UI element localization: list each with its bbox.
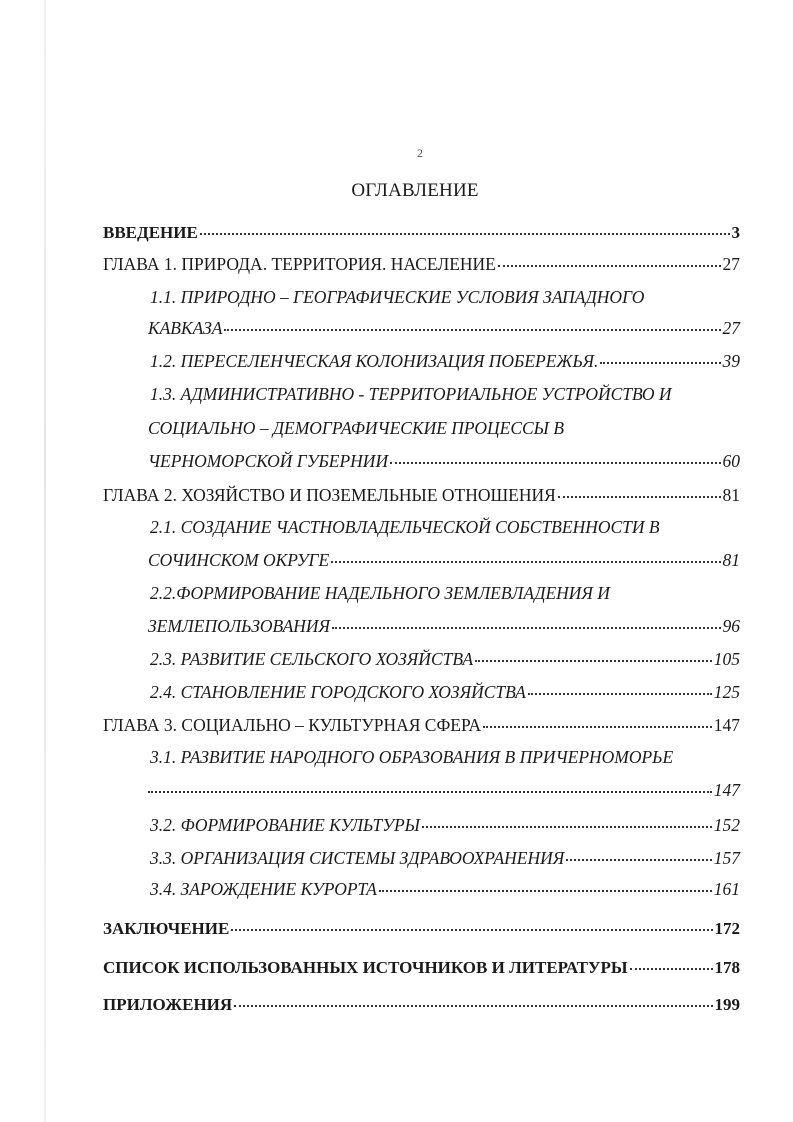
dot-leader — [566, 859, 712, 861]
toc-page-number: 3 — [731, 223, 740, 242]
toc-page-number: 199 — [714, 995, 740, 1014]
toc-page-number: 27 — [722, 318, 740, 338]
toc-entry-text: ГЛАВА 3. СОЦИАЛЬНО – КУЛЬТУРНАЯ СФЕРА — [103, 715, 482, 735]
toc-page-number: 157 — [713, 848, 740, 868]
dot-leader — [148, 791, 712, 793]
toc-title: ОГЛАВЛЕНИЕ — [351, 180, 479, 201]
toc-entry-1-2[interactable] — [150, 348, 740, 374]
toc-page-number: 81 — [722, 485, 740, 505]
dot-leader — [231, 929, 712, 931]
toc-entry-chapter-3[interactable] — [103, 712, 740, 738]
toc-page-number: 172 — [714, 919, 740, 938]
toc-entry-intro[interactable] — [103, 220, 740, 246]
toc-page-number: 60 — [722, 451, 740, 471]
toc-entry-chapter-2[interactable] — [103, 482, 740, 508]
scan-edge — [44, 0, 46, 1122]
toc-page-number: 161 — [713, 879, 740, 899]
dot-leader — [558, 496, 721, 498]
toc-entry-1-3[interactable] — [148, 448, 740, 474]
toc-entry-2-2-line1[interactable]: 2.2.ФОРМИРОВАНИЕ НАДЕЛЬНОГО ЗЕМЛЕВЛАДЕНИЯ И — [150, 583, 610, 603]
toc-entry-text: ВВЕДЕНИЕ — [103, 223, 198, 242]
toc-entry-text: СОЧИНСКОМ ОКРУГЕ — [148, 550, 330, 570]
dot-leader — [483, 726, 712, 728]
toc-entry-2-1[interactable] — [148, 547, 740, 573]
toc-entry-3-4[interactable] — [150, 876, 740, 902]
toc-entry-text: 2.4. СТАНОВЛЕНИЕ ГОРОДСКОГО ХОЗЯЙСТВА — [150, 682, 526, 702]
dot-leader — [331, 561, 720, 563]
toc-entry-2-2[interactable] — [148, 613, 740, 639]
toc-entry-1-1[interactable] — [148, 315, 740, 341]
toc-entry-text: 3.3. ОРГАНИЗАЦИЯ СИСТЕМЫ ЗДРАВООХРАНЕНИЯ — [150, 848, 565, 868]
toc-page-number: 125 — [713, 682, 740, 702]
dot-leader — [224, 329, 720, 331]
toc-entry-appendix[interactable] — [103, 992, 740, 1018]
toc-entry-text: 3.4. ЗАРОЖДЕНИЕ КУРОРТА — [150, 879, 377, 899]
toc-entry-conclusion[interactable] — [103, 916, 740, 942]
toc-page-number: 81 — [722, 550, 740, 570]
toc-page-number: 105 — [713, 649, 740, 669]
dot-leader — [390, 462, 720, 464]
toc-entry-3-1[interactable] — [148, 777, 740, 803]
toc-page-number: 152 — [713, 815, 740, 835]
toc-entry-text: КАВКАЗА — [148, 318, 223, 338]
toc-page-number: 147 — [713, 715, 740, 735]
toc-page-number: 178 — [714, 958, 740, 977]
toc-entry-text: 3.2. ФОРМИРОВАНИЕ КУЛЬТУРЫ — [150, 815, 420, 835]
toc-entry-text: ПРИЛОЖЕНИЯ — [103, 995, 233, 1014]
toc-entry-text: ГЛАВА 1. ПРИРОДА. ТЕРРИТОРИЯ. НАСЕЛЕНИЕ — [103, 254, 496, 274]
page-number: 2 — [417, 146, 423, 160]
toc-entry-3-3[interactable] — [150, 845, 740, 871]
toc-entry-text: СПИСОК ИСПОЛЬЗОВАННЫХ ИСТОЧНИКОВ И ЛИТЕРАТУРЫ — [103, 958, 628, 977]
toc-entry-text: 2.3. РАЗВИТИЕ СЕЛЬСКОГО ХОЗЯЙСТВА — [150, 649, 474, 669]
toc-page-number: 39 — [722, 351, 740, 371]
dot-leader — [475, 660, 712, 662]
toc-entry-2-1-line1[interactable]: 2.1. СОЗДАНИЕ ЧАСТНОВЛАДЕЛЬЧЕСКОЙ СОБСТВЕННОСТИ В — [150, 517, 660, 537]
dot-leader — [234, 1005, 712, 1007]
toc-entry-text: ЧЕРНОМОРСКОЙ ГУБЕРНИИ — [148, 451, 389, 471]
toc-entry-text: ЗЕМЛЕПОЛЬЗОВАНИЯ — [148, 616, 331, 636]
dot-leader — [379, 890, 712, 892]
toc-entry-text: ГЛАВА 2. ХОЗЯЙСТВО И ПОЗЕМЕЛЬНЫЕ ОТНОШЕНИЯ — [103, 485, 556, 505]
toc-page-number: 27 — [722, 254, 740, 274]
toc-entry-3-1-line1[interactable]: 3.1. РАЗВИТИЕ НАРОДНОГО ОБРАЗОВАНИЯ В ПРИЧЕРНОМОРЬЕ — [150, 747, 674, 767]
dot-leader — [498, 265, 721, 267]
toc-entry-1-3-line1[interactable]: 1.3. АДМИНИСТРАТИВНО - ТЕРРИТОРИАЛЬНОЕ УСТРОЙСТВО И — [150, 384, 672, 404]
toc-entry-sources[interactable] — [103, 955, 740, 981]
dot-leader — [600, 362, 720, 364]
toc-entry-chapter-1[interactable] — [103, 251, 740, 277]
dot-leader — [422, 826, 712, 828]
toc-entry-1-1-line1[interactable]: 1.1. ПРИРОДНО – ГЕОГРАФИЧЕСКИЕ УСЛОВИЯ ЗАПАДНОГО — [150, 287, 645, 307]
toc-entry-text: ЗАКЛЮЧЕНИЕ — [103, 919, 230, 938]
toc-entry-text: 1.2. ПЕРЕСЕЛЕНЧЕСКАЯ КОЛОНИЗАЦИЯ ПОБЕРЕЖЬЯ. — [150, 351, 599, 371]
dot-leader — [528, 693, 712, 695]
dot-leader — [332, 627, 720, 629]
toc-entry-2-4[interactable] — [150, 679, 740, 705]
toc-entry-1-3-line2[interactable]: СОЦИАЛЬНО – ДЕМОГРАФИЧЕСКИЕ ПРОЦЕССЫ В — [148, 418, 565, 438]
toc-entry-2-3[interactable] — [150, 646, 740, 672]
dot-leader — [200, 233, 730, 235]
toc-entry-3-2[interactable] — [150, 812, 740, 838]
toc-page-number: 96 — [722, 616, 740, 636]
dot-leader — [630, 968, 713, 970]
toc-page-number: 147 — [713, 780, 740, 800]
